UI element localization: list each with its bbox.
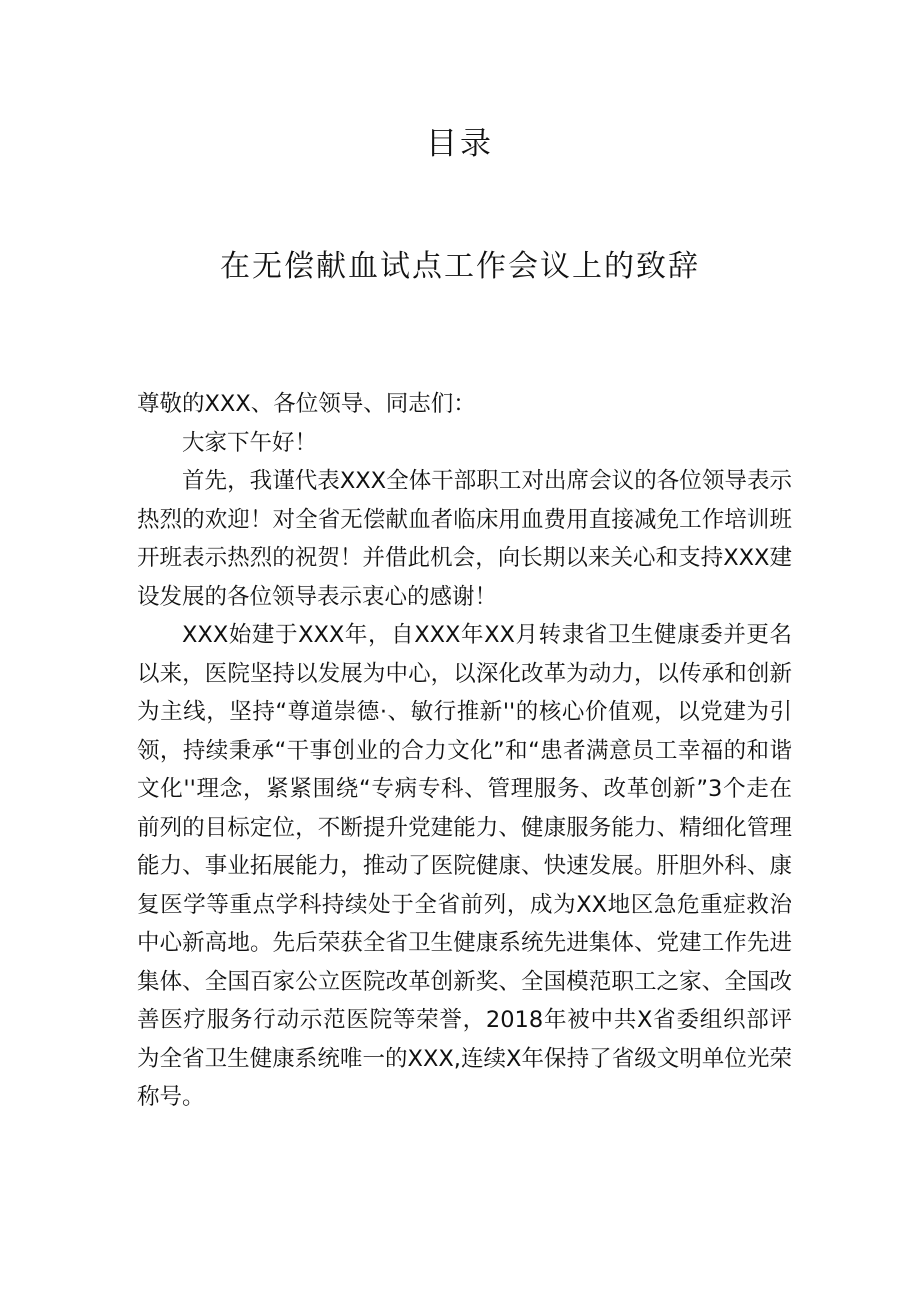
salutation: 尊敬的XXX、各位领导、同志们： [137, 391, 476, 417]
paragraph-hospital-intro: XXX始建于XXX年，自XXX年XX月转隶省卫生健康委并更名以来，医院坚持以发展为中心，以深化改革为动力，以传承和创新为主线，坚持“尊道崇德·、敏行推新''的核心价值观，以党建为引领，持续秉承“干事创业的合力文化”和“患者满意员工幸福的和谐文化''理念，紧紧围绕“专病专科、管理服务、改革创新”3个走在前列的目标定位，不断提升党建能力、健康服务能力、精细化管理能力、事业拓展能力，推动了医院健康、快速发展。肝胆外科、康复医学等重点学科持续处于全省前列，成为XX地区急危重症救治中心新高地。先后荣获全省卫生健康系统先进集体、党建工作先进集体、全国百家公立医院改革创新奖、全国模范职工之家、全国改善医疗服务行动示范医院等荣誉，2018年被中共X省委组织部评为全省卫生健康系统唯一的XXX,连续X年保持了省级文明单位光荣称号。 [137, 622, 792, 1110]
paragraph-welcome: 首先，我谨代表XXX全体干部职工对出席会议的各位领导表示热烈的欢迎！对全省无偿献血者临床用血费用直接减免工作培训班开班表示热烈的祝贺！并借此机会，向长期以来关心和支持XXX建设发展的各位领导表示衷心的感谢！ [137, 468, 792, 610]
paragraph-greeting: 大家下午好！ [182, 429, 318, 456]
toc-heading: 目录 [426, 126, 494, 162]
document-body [137, 385, 792, 1117]
document-title: 在无偿献血试点工作会议上的致辞 [220, 249, 700, 284]
